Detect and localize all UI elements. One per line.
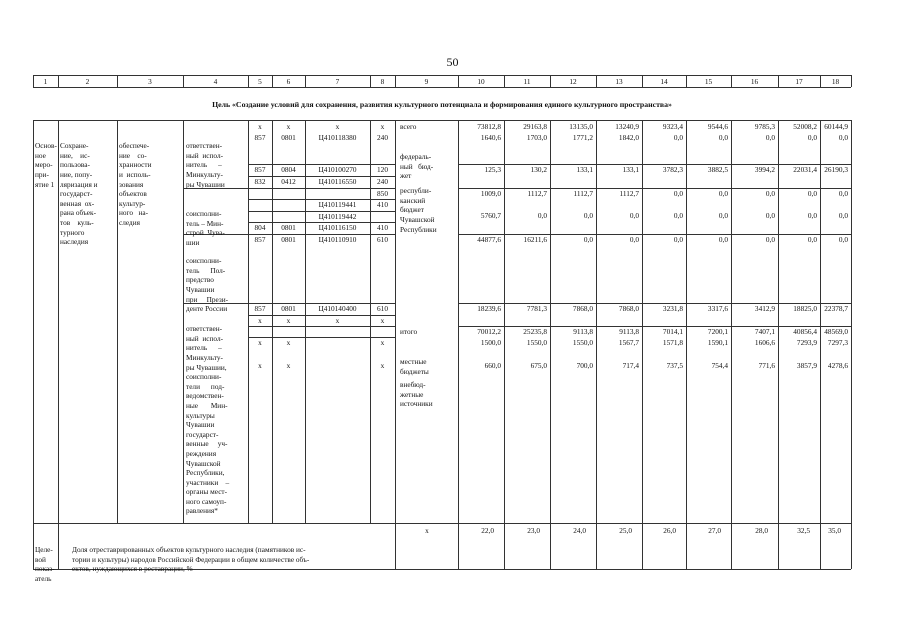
value-cell: 3317,6 [707, 304, 728, 313]
value-cell: 0,0 [807, 211, 817, 220]
value-cell: 3782,3 [662, 165, 683, 174]
code-cell: Ц410110910 [318, 235, 357, 244]
header-cell: 15 [704, 77, 713, 86]
value-cell: 7014,1 [662, 327, 683, 336]
value-cell: 0,0 [765, 211, 775, 220]
value-cell: 754,4 [711, 361, 728, 370]
grid-col-line [117, 120, 118, 523]
value-cell: 7407,1 [754, 327, 775, 336]
code-cell: х [380, 338, 385, 347]
grid-col-line [458, 120, 459, 523]
grid-col-line [58, 523, 59, 569]
code-cell: Ц410119442 [318, 212, 357, 221]
source-subtotal: итого [400, 327, 418, 336]
code-cell: х [286, 361, 291, 370]
target-value-cell: 24,0 [573, 526, 586, 535]
code-cell: 857 [254, 133, 266, 142]
target-value-cell: 23,0 [527, 526, 540, 535]
code-cell: 410 [377, 223, 388, 232]
code-cell: 804 [254, 223, 266, 232]
value-cell: 13240,9 [615, 122, 639, 131]
value-cell: 0,0 [718, 211, 728, 220]
value-cell: 717,4 [622, 361, 639, 370]
grid-col-line [851, 120, 852, 523]
value-cell: 0,0 [838, 235, 848, 244]
value-cell: 7200,1 [707, 327, 728, 336]
grid-col-line [596, 120, 597, 523]
value-cell: 0,0 [673, 211, 683, 220]
value-cell: 1112,7 [573, 189, 593, 198]
value-cell: 22378,7 [824, 304, 848, 313]
value-cell: 0,0 [673, 189, 683, 198]
value-cell: 1590,1 [707, 338, 728, 347]
value-cell: 0,0 [765, 133, 775, 142]
value-cell: 7293,9 [796, 338, 817, 347]
value-cell: 130,2 [530, 165, 547, 174]
value-cell: 3412,9 [754, 304, 775, 313]
value-cell: 7297,3 [827, 338, 848, 347]
code-cell: х [258, 122, 262, 131]
col4-responsible-3: соисполни- тель Пол- предство Чувашии при Прези- денте России [186, 256, 229, 314]
header-cell: 8 [380, 77, 385, 86]
col2-event-name: Сохране- ние, ис- пользова- ние, попу- ляризация и государст- венная ох- рана объек- тов куль- турного наследия [60, 141, 98, 247]
value-cell: 0,0 [673, 133, 683, 142]
header-cell: 14 [660, 77, 668, 86]
value-cell: 1571,8 [662, 338, 683, 347]
code-cell: 0801 [281, 223, 296, 232]
goal-title: Цель «Создание условий для сохранения, развития культурного потенциала и формирования единого культурного пространства» [212, 100, 672, 109]
value-cell: 1606,6 [754, 338, 775, 347]
grid-col-line [820, 120, 821, 523]
code-cell: 0412 [281, 177, 296, 186]
value-cell: 0,0 [807, 235, 817, 244]
value-cell: 737,5 [666, 361, 683, 370]
value-cell: 0,0 [765, 189, 775, 198]
grid-col-line [504, 120, 505, 523]
target-value-cell: 32,5 [797, 526, 810, 535]
code-cell: 0801 [281, 133, 296, 142]
header-cell: 6 [286, 77, 291, 86]
header-cell: 17 [795, 77, 803, 86]
value-cell: 1567,7 [618, 338, 639, 347]
value-cell: 0,0 [718, 133, 728, 142]
grid-col-line [686, 120, 687, 523]
value-cell: 9113,8 [573, 327, 593, 336]
value-cell: 1500,0 [480, 338, 501, 347]
code-cell: х [286, 338, 291, 347]
value-cell: 1550,0 [572, 338, 593, 347]
grid-col-line [58, 120, 59, 523]
value-cell: 29163,8 [523, 122, 547, 131]
code-cell: х [258, 316, 262, 325]
value-cell: 9113,8 [619, 327, 639, 336]
code-cell: 610 [377, 235, 388, 244]
value-cell: 0,0 [838, 211, 848, 220]
header-cell: 1 [43, 77, 48, 86]
target-value-cell: 26,0 [663, 526, 676, 535]
value-cell: 3857,9 [796, 361, 817, 370]
value-cell: 7781,3 [526, 304, 547, 313]
value-cell: 1112,7 [619, 189, 639, 198]
value-cell: 1640,6 [480, 133, 501, 142]
target-value-cell: 22,0 [481, 526, 494, 535]
value-cell: 0,0 [765, 235, 775, 244]
value-cell: 0,0 [838, 133, 848, 142]
code-cell: х [380, 122, 385, 131]
value-cell: 18239,6 [477, 304, 501, 313]
value-cell: 0,0 [537, 211, 547, 220]
value-cell: 700,0 [576, 361, 593, 370]
value-cell: 18825,0 [793, 304, 817, 313]
value-cell: 133,1 [622, 165, 639, 174]
code-cell: Ц410140400 [318, 304, 357, 313]
code-cell: Ц410119441 [318, 200, 357, 209]
target-value-cell: 25,0 [619, 526, 632, 535]
code-cell: х [258, 338, 262, 347]
value-cell: 133,1 [576, 165, 593, 174]
grid-col-line [642, 120, 643, 523]
target-label: Целе- вой показ- атель [35, 545, 55, 583]
value-cell: 1771,2 [572, 133, 593, 142]
value-cell: 3231,8 [662, 304, 683, 313]
code-cell: 857 [254, 304, 266, 313]
target-text: Доля отреставрированных объектов культурного наследия (памятников ис- тории и культуры) народов Российской Федерации в общем количестве объ- ектов, нуждающихся в реставрации, % [72, 545, 310, 574]
grid-col-line [731, 120, 732, 523]
value-cell: 25235,8 [523, 327, 547, 336]
grid-col-line [183, 120, 184, 523]
value-cell: 13135,0 [569, 122, 593, 131]
col4-responsible-4: ответствен- ный испол- нитель – Минкульту- ры Чувашии, соисполни- тели под- ведомствен- ные Мин- культуры Чувашии государст- венные уч- реждения Чувашской Республики, участники – органы мест- ного самоуп- равления* [186, 324, 230, 516]
grid-col-line [778, 120, 779, 523]
code-cell: Ц410116550 [318, 177, 357, 186]
value-cell: 660,0 [484, 361, 501, 370]
header-cell: 12 [569, 77, 577, 86]
value-cell: 9544,6 [707, 122, 728, 131]
value-cell: 675,0 [530, 361, 547, 370]
code-cell: 0801 [281, 235, 296, 244]
code-cell: Ц410116150 [318, 223, 357, 232]
header-cell: 16 [750, 77, 759, 86]
header-bottom-line [33, 87, 851, 88]
col4-responsible-2: соисполни- тель – Мин- строй Чува- шии [186, 209, 225, 247]
header-cell: 3 [148, 77, 152, 86]
code-cell: 240 [377, 177, 388, 186]
header-top-line [33, 75, 851, 76]
value-cell: 48569,0 [824, 327, 848, 336]
source-federal: федераль- ный бюд- жет [400, 152, 434, 181]
code-cell: 857 [254, 165, 266, 174]
code-cell: 610 [377, 304, 388, 313]
value-cell: 1703,0 [526, 133, 547, 142]
code-cell: х [286, 122, 291, 131]
code-cell: 850 [377, 189, 388, 198]
value-cell: 1009,0 [480, 189, 501, 198]
target-separator-line [33, 523, 851, 524]
code-cell: х [335, 316, 340, 325]
value-cell: 3882,5 [707, 165, 728, 174]
grid-col-line [550, 120, 551, 523]
source-republic: республи- канский бюджет Чувашской Республики [400, 186, 437, 234]
header-cell: 5 [258, 77, 262, 86]
value-cell: 16211,6 [523, 235, 547, 244]
code-cell: х [335, 122, 340, 131]
header-cell: 13 [615, 77, 623, 86]
value-cell: 0,0 [629, 235, 639, 244]
value-cell: 60144,9 [824, 122, 848, 131]
target-value-cell: 27,0 [708, 526, 721, 535]
col4-responsible-1: ответствен- ный испол- нитель – Минкульту- ры Чувашии [186, 141, 225, 189]
grid-col-line [33, 523, 34, 569]
source-total: всего [400, 122, 417, 131]
grid-col-line [395, 120, 396, 523]
value-cell: 7868,0 [572, 304, 593, 313]
value-cell: 3994,2 [754, 165, 775, 174]
code-cell: 832 [254, 177, 266, 186]
target-value-cell: 28,0 [755, 526, 768, 535]
value-cell: 0,0 [718, 235, 728, 244]
col3-task: обеспече- ние со- хранности и исполь- зования объектов культур- ного на- следия [119, 141, 152, 227]
code-cell: 0804 [281, 165, 296, 174]
header-cell: 18 [831, 77, 840, 86]
value-cell: 1550,0 [526, 338, 547, 347]
value-cell: 44877,6 [477, 235, 501, 244]
value-cell: 40856,4 [793, 327, 817, 336]
value-cell: 0,0 [807, 189, 817, 198]
code-cell: х [286, 316, 291, 325]
value-cell: 4278,6 [827, 361, 848, 370]
table-top-line [33, 120, 851, 121]
header-cell: 2 [85, 77, 90, 86]
value-cell: 73812,8 [477, 122, 501, 131]
header-cell: 9 [424, 77, 429, 86]
value-cell: 70012,2 [477, 327, 501, 336]
source-local: местные бюджеты [400, 357, 429, 376]
value-cell: 0,0 [673, 235, 683, 244]
value-cell: 7868,0 [618, 304, 639, 313]
value-cell: 0,0 [583, 211, 593, 220]
grid-col-line [851, 523, 852, 569]
value-cell: 0,0 [838, 189, 848, 198]
code-cell: 857 [254, 235, 266, 244]
value-cell: 0,0 [629, 211, 639, 220]
grid-row-line [248, 326, 395, 327]
target-value-cell: 35,0 [828, 526, 841, 535]
code-cell: 0801 [281, 304, 296, 313]
code-cell: 240 [377, 133, 388, 142]
code-cell: 410 [377, 200, 388, 209]
value-cell: 1112,7 [527, 189, 547, 198]
value-cell: 5760,7 [480, 211, 501, 220]
value-cell: 9785,3 [754, 122, 775, 131]
header-col-line [851, 75, 852, 87]
code-cell: Ц410100270 [318, 165, 357, 174]
col1-event-label: Основ- ное меро- при- ятие 1 [35, 141, 57, 189]
code-cell: х [258, 361, 262, 370]
source-extrabudget: внебюд- жетные источники [400, 380, 433, 409]
header-cell: 4 [213, 77, 218, 86]
value-cell: 0,0 [807, 133, 817, 142]
grid-col-line [33, 120, 34, 523]
code-cell: х [380, 361, 385, 370]
code-cell: 120 [377, 165, 388, 174]
value-cell: 771,6 [758, 361, 775, 370]
value-cell: 125,3 [484, 165, 501, 174]
header-cell: 7 [335, 77, 340, 86]
value-cell: 9323,4 [662, 122, 683, 131]
target-mark: х [425, 526, 429, 535]
value-cell: 1842,0 [618, 133, 639, 142]
code-cell: Ц410118380 [318, 133, 357, 142]
page-number: 50 [446, 55, 459, 69]
header-cell: 10 [477, 77, 485, 86]
value-cell: 22031,4 [793, 165, 817, 174]
value-cell: 0,0 [583, 235, 593, 244]
value-cell: 52008,2 [793, 122, 817, 131]
code-cell: х [380, 316, 385, 325]
header-cell: 11 [523, 77, 531, 86]
value-cell: 0,0 [718, 189, 728, 198]
value-cell: 26190,3 [824, 165, 848, 174]
